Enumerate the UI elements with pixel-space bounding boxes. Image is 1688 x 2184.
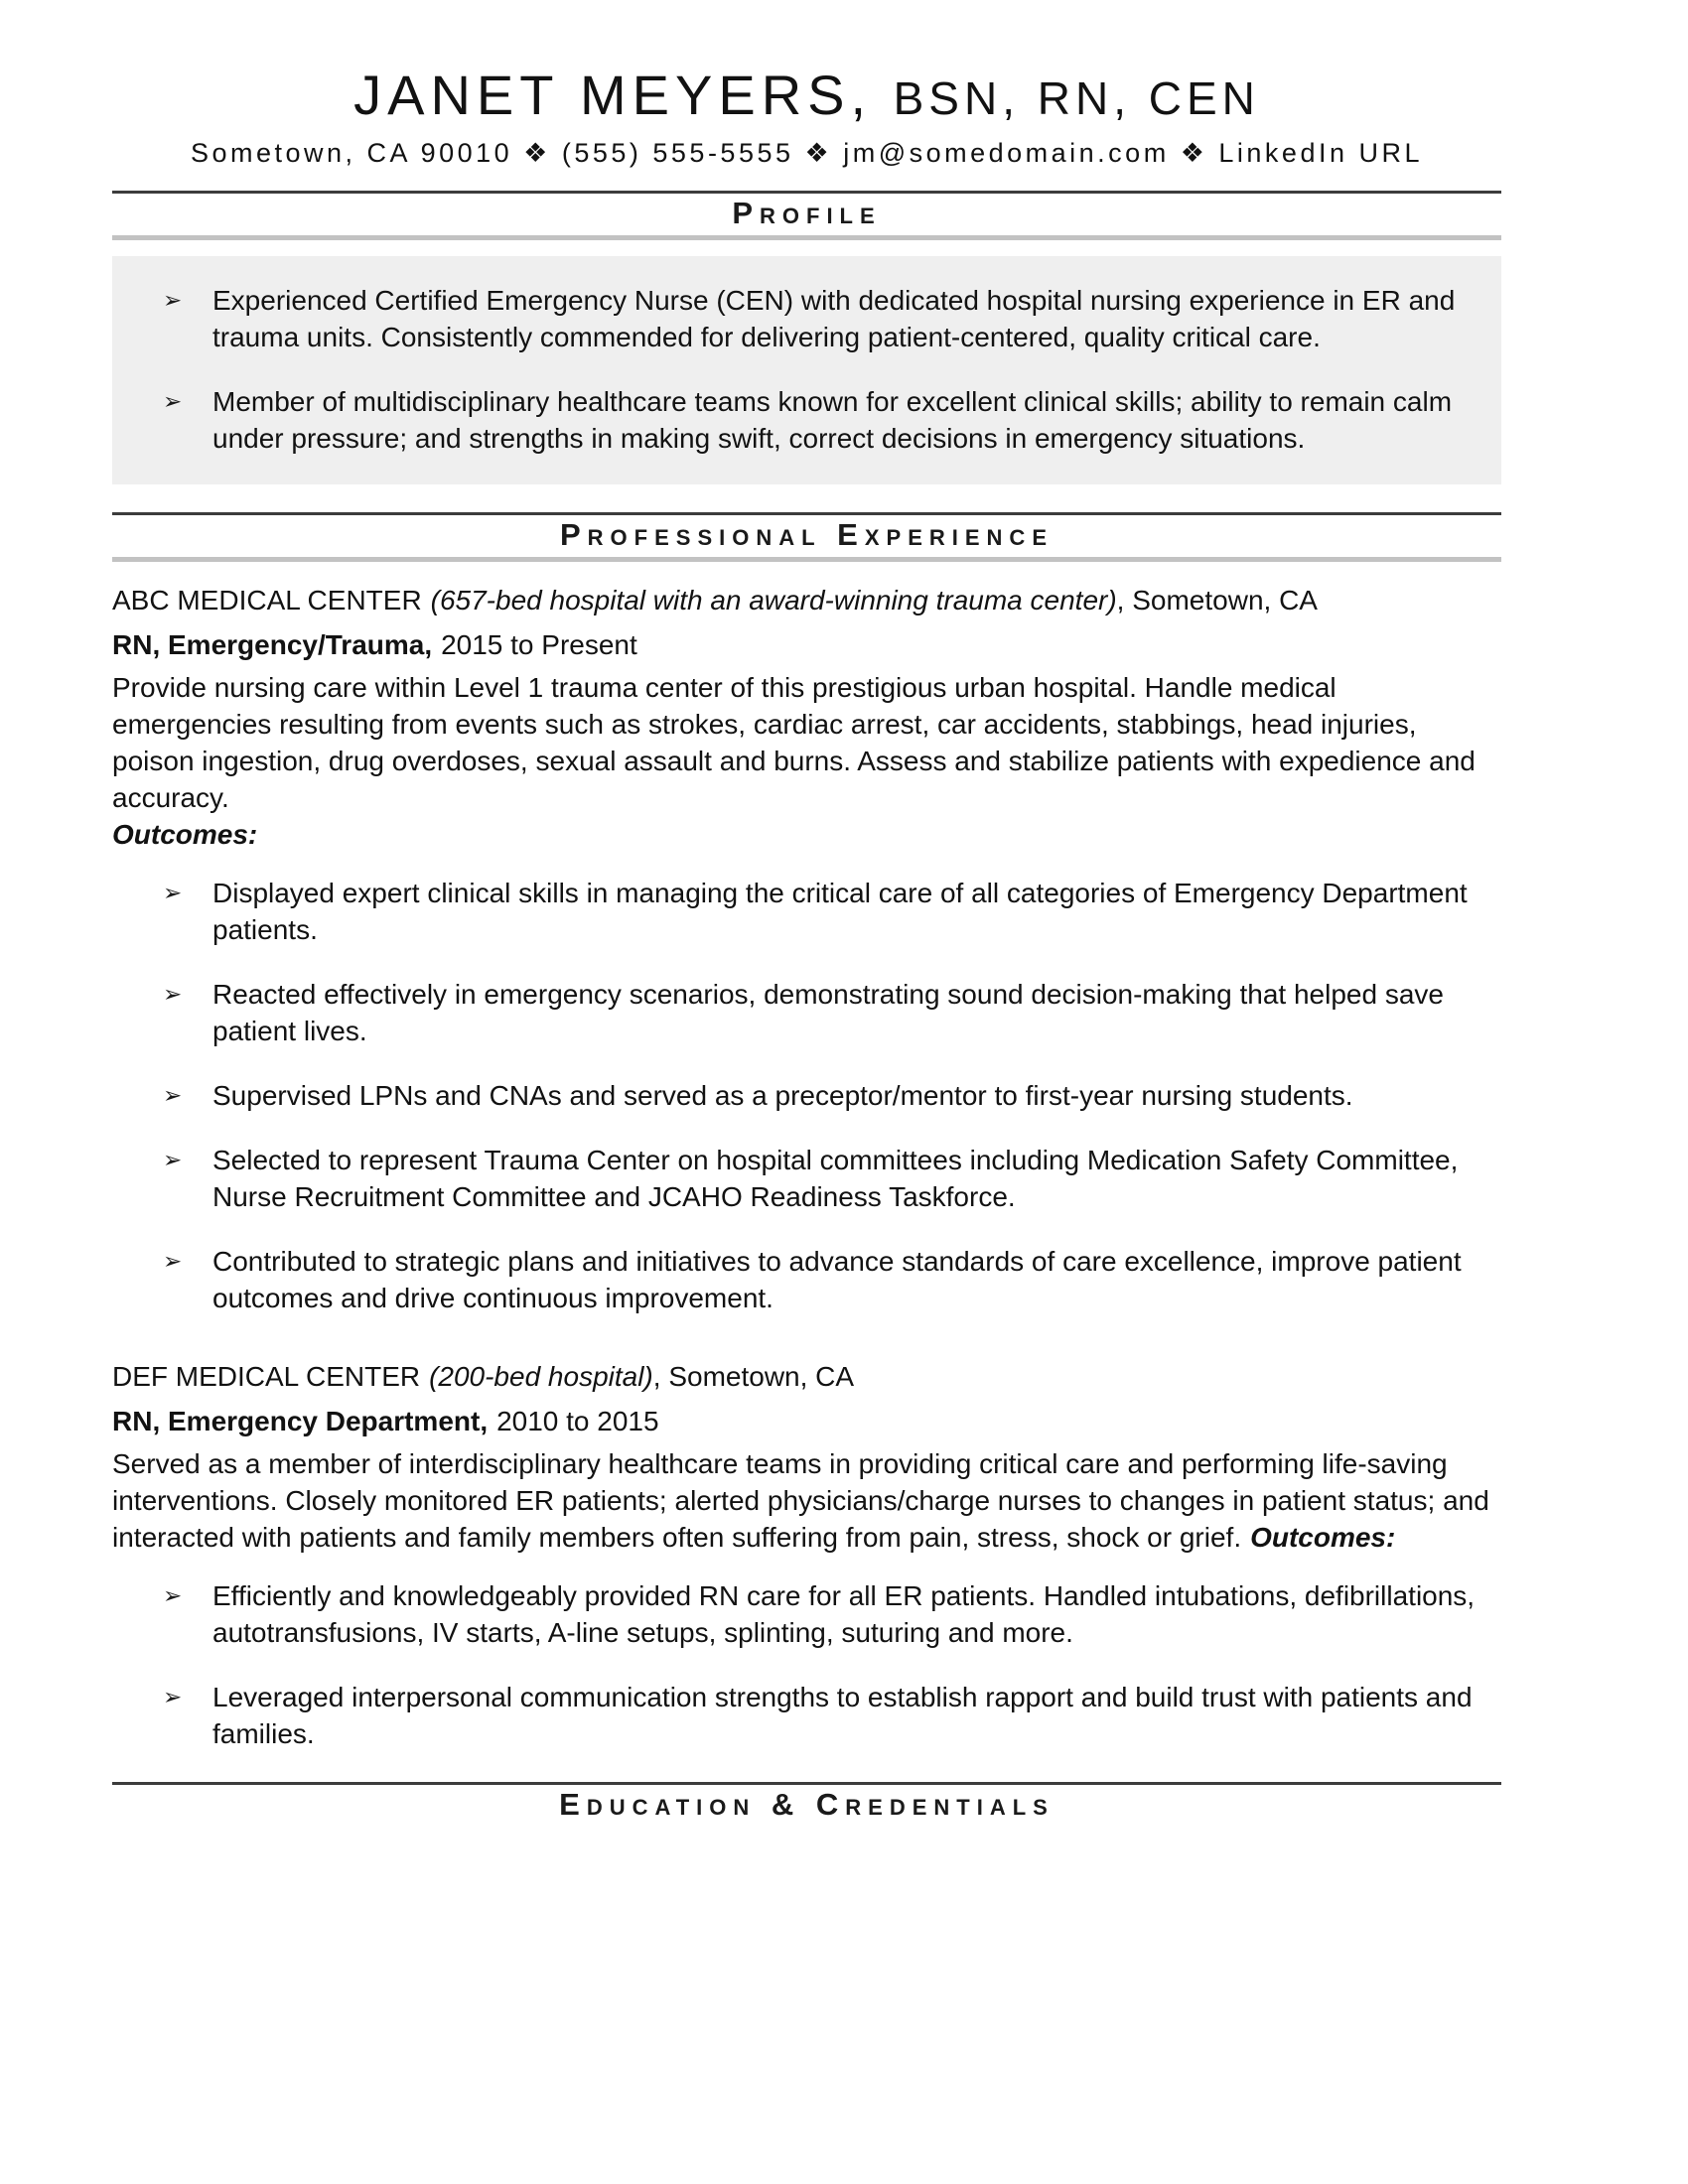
profile-bullet xyxy=(112,282,1466,355)
job-dates: 2010 to 2015 xyxy=(496,1406,659,1437)
job-bullet-text: Efficiently and knowledgeably provided RN care for all ER patients. Handled intubations, defibrillations, autotransfusions, IV starts, A-line setups, splinting, suturing and more. xyxy=(212,1580,1476,1649)
job-bullet xyxy=(112,1243,1501,1316)
employer-location: , Sometown, CA xyxy=(652,1361,855,1393)
employer-description: (200-bed hospital) xyxy=(429,1361,653,1393)
outcomes-label: Outcomes: xyxy=(112,819,258,851)
employer-line xyxy=(112,582,1501,618)
employer-name: DEF MEDICAL CENTER xyxy=(112,1361,421,1393)
job-entry-abc xyxy=(112,582,1501,1316)
profile-bullet-text: Experienced Certified Emergency Nurse (CEN) with dedicated hospital nursing experience in ER and trauma units. Consistently commended for delivering patient-centered, quality critical care. xyxy=(212,285,1456,353)
name-credentials: BSN, RN, CEN xyxy=(893,72,1260,124)
job-bullet xyxy=(112,976,1501,1049)
job-dates: 2015 to Present xyxy=(441,629,637,661)
role-line xyxy=(112,1403,1501,1439)
job-bullet-list xyxy=(112,875,1501,1316)
arrow-bullet-icon: ➢ xyxy=(163,880,183,906)
employer-name: ABC MEDICAL CENTER xyxy=(112,585,422,616)
job-bullet-text: Contributed to strategic plans and initiatives to advance standards of care excellence, improve patient outcomes and drive continuous improvement. xyxy=(212,1246,1462,1314)
job-bullet-text: Selected to represent Trauma Center on hospital committees including Medication Safety Committee, Nurse Recruitment Committee and JCAHO Readiness Taskforce. xyxy=(212,1145,1459,1213)
job-summary: Provide nursing care within Level 1 trauma center of this prestigious urban hospital. Handle medical emergencies resulting from events such as strokes, cardiac arrest, car accidents, stabbings, head injuries, poison ingestion, drug overdoses, sexual assault and burns. Assess and stabilize patients with expedience and accuracy. xyxy=(112,672,1476,814)
divider-gray xyxy=(112,557,1501,562)
job-title: RN, Emergency/Trauma, xyxy=(112,629,433,661)
arrow-bullet-icon: ➢ xyxy=(163,981,183,1008)
job-summary-text: Served as a member of interdisciplinary healthcare teams in providing critical care and performing life-saving interventions. Closely monitored ER patients; alerted physicians/charge nurses to changes in patient status; and interacted with patients and family members often suffering from pain, stress, shock or grief. xyxy=(112,1448,1489,1554)
job-bullet-list xyxy=(112,1577,1501,1752)
arrow-bullet-icon: ➢ xyxy=(163,1684,183,1710)
experience-section-heading xyxy=(112,512,1501,562)
arrow-bullet-icon: ➢ xyxy=(163,1147,183,1173)
candidate-name xyxy=(112,64,1501,127)
outcomes-label: Outcomes: xyxy=(1250,1522,1396,1554)
resume-header xyxy=(112,64,1501,173)
contact-line: Sometown, CA 90010 ❖ (555) 555-5555 ❖ jm@somedomain.com ❖ LinkedIn URL xyxy=(190,138,1423,169)
job-bullet-text: Leveraged interpersonal communication strengths to establish rapport and build trust with patients and families. xyxy=(212,1682,1473,1750)
arrow-bullet-icon: ➢ xyxy=(163,1082,183,1109)
job-bullet xyxy=(112,1142,1501,1215)
job-bullet xyxy=(112,1577,1501,1651)
role-line xyxy=(112,626,1501,663)
education-section-heading xyxy=(112,1782,1501,1827)
profile-bullet-text: Member of multidisciplinary healthcare teams known for excellent clinical skills; ability to remain calm under pressure; and strengths in making swift, correct decisions in emergency situations. xyxy=(212,386,1453,455)
job-bullet xyxy=(112,1077,1501,1114)
job-bullet-text: Displayed expert clinical skills in managing the critical care of all categories of Emergency Department patients. xyxy=(212,878,1468,946)
job-bullet-text: Supervised LPNs and CNAs and served as a preceptor/mentor to first-year nursing students. xyxy=(212,1080,1353,1112)
job-title: RN, Emergency Department, xyxy=(112,1406,489,1437)
employer-line xyxy=(112,1358,1501,1395)
job-bullet xyxy=(112,1679,1501,1752)
divider-gray xyxy=(112,235,1501,240)
job-summary xyxy=(112,1445,1501,1556)
arrow-bullet-icon: ➢ xyxy=(163,287,183,314)
job-bullet-text: Reacted effectively in emergency scenarios, demonstrating sound decision-making that helped save patient lives. xyxy=(212,979,1444,1047)
employer-description: (657-bed hospital with an award-winning trauma center) xyxy=(430,585,1117,616)
arrow-bullet-icon: ➢ xyxy=(163,1248,183,1275)
name-primary: JANET MEYERS, xyxy=(353,64,873,126)
job-entry-def xyxy=(112,1358,1501,1752)
arrow-bullet-icon: ➢ xyxy=(163,1582,183,1609)
section-title-profile: Profile xyxy=(732,196,882,231)
employer-location: , Sometown, CA xyxy=(1116,585,1318,616)
section-title-education: Education & Credentials xyxy=(559,1787,1055,1823)
profile-bullet xyxy=(112,383,1466,457)
job-bullet xyxy=(112,875,1501,948)
section-title-experience: Professional Experience xyxy=(559,517,1054,553)
profile-summary-box xyxy=(112,256,1501,484)
arrow-bullet-icon: ➢ xyxy=(163,388,183,415)
profile-section-heading xyxy=(112,191,1501,240)
